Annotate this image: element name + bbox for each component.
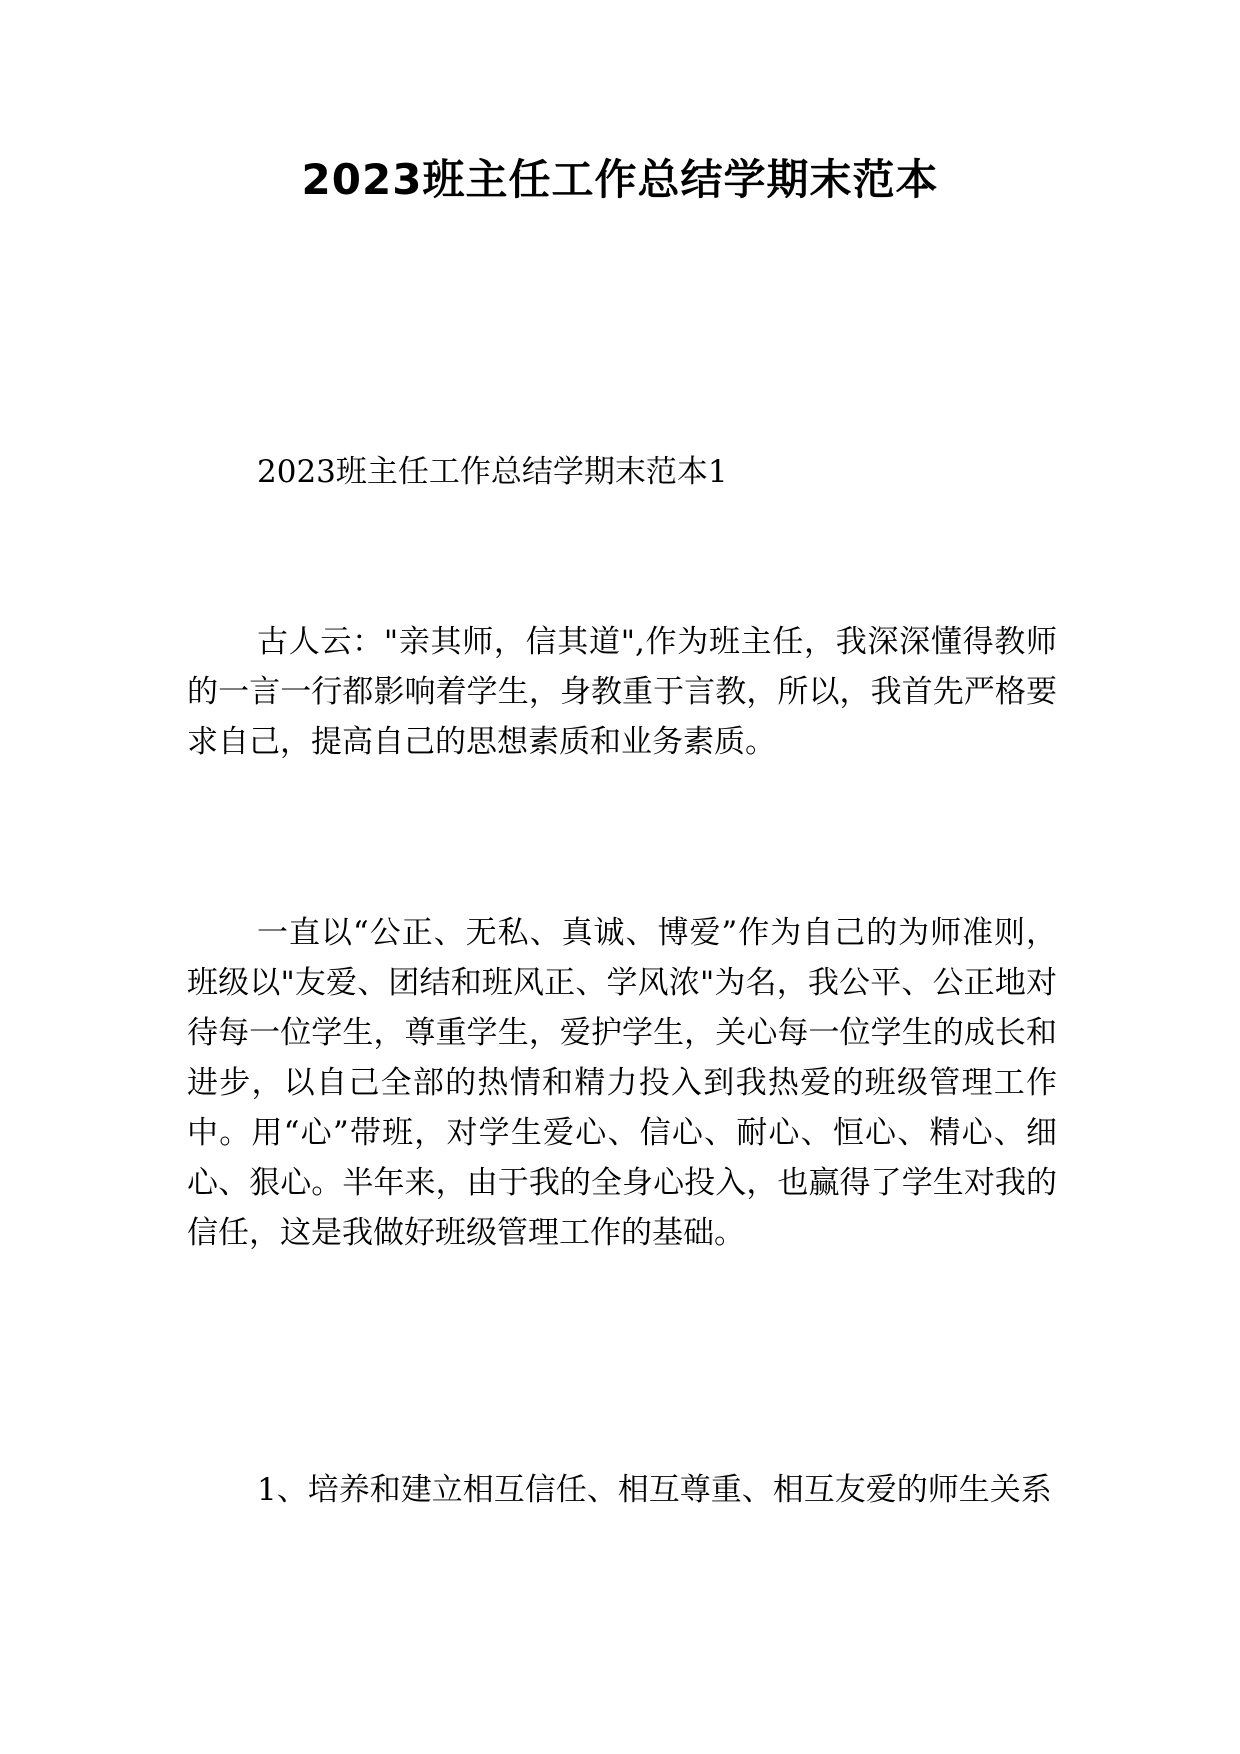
paragraph-2: 一直以“公正、无私、真诚、博爱”作为自己的为师准则，班级以"友爱、团结和班风正、学风浓"为名，我公平、公正地对待每一位学生，尊重学生，爱护学生，关心每一位学生的成长和进步，以自己全部的热情和精力投入到我热爱的班级管理工作中。用“心”带班，对学生爱心、信心、耐心、恒心、精心、细心、狠心。半年来，由于我的全身心投入，也赢得了学生对我的信任，这是我做好班级管理工作的基础。 [187,915,1057,1251]
document-title: 2023班主任工作总结学期末范本 [301,155,939,204]
section-subtitle: 2023班主任工作总结学期末范本1 [257,454,728,490]
paragraph-1: 古人云："亲其师，信其道",作为班主任，我深深懂得教师的一言一行都影响着学生，身教重于言教，所以，我首先严格要求自己，提高自己的思想素质和业务素质。 [187,624,1057,760]
paragraph-3: 1、培养和建立相互信任、相互尊重、相互友爱的师生关系 [257,1472,1052,1508]
